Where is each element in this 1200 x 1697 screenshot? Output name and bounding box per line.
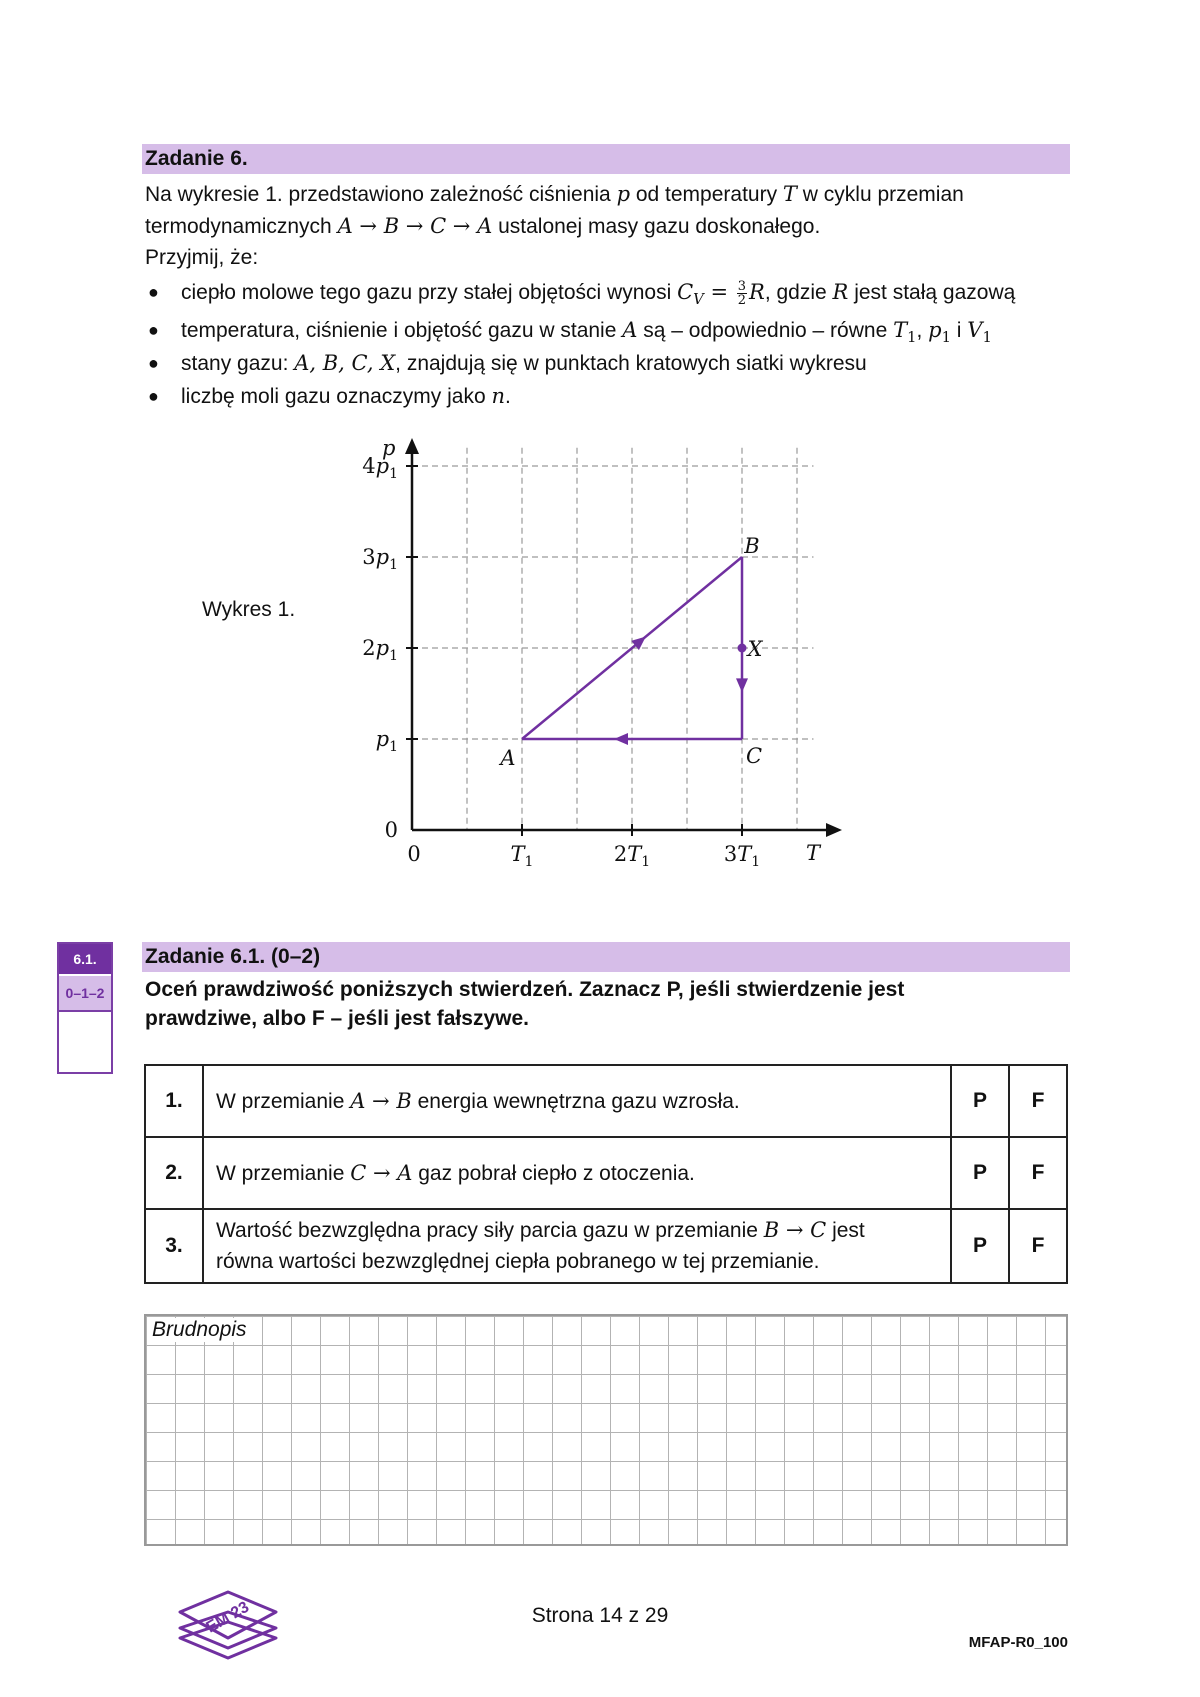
statement-text: W przemianie C → A gaz pobrał ciepło z otoczenia. bbox=[203, 1137, 951, 1209]
x-tick-label: $2T_1$ bbox=[613, 842, 651, 870]
bullet-3: stany gazu: A, B, C, X, znajdują się w punktach kratowych siatki wykresu bbox=[181, 351, 867, 375]
answer-p[interactable]: P bbox=[951, 1065, 1009, 1137]
x-tick-label: $3T_1$ bbox=[723, 842, 761, 870]
bullet-icon: ● bbox=[148, 386, 159, 406]
fraction: $\frac{3}{2}$ bbox=[737, 278, 747, 308]
task-header: Zadanie 6. bbox=[142, 144, 1070, 174]
point-label-X: X bbox=[747, 637, 763, 661]
true-false-table bbox=[144, 1064, 1068, 1284]
statement-number: 3. bbox=[145, 1209, 203, 1283]
draft-area[interactable] bbox=[144, 1314, 1068, 1546]
answer-f[interactable]: F bbox=[1009, 1065, 1067, 1137]
score-box bbox=[57, 942, 113, 1074]
instruction-line-2: prawdziwe, albo F – jeśli jest fałszywe. bbox=[145, 1007, 529, 1030]
page-number: Strona 14 z 29 bbox=[531, 1604, 669, 1627]
bullet-4: liczbę moli gazu oznaczymy jako n. bbox=[181, 384, 511, 408]
answer-f[interactable]: F bbox=[1009, 1137, 1067, 1209]
chart-label: Wykres 1. bbox=[202, 598, 296, 621]
direction-arrow-icon bbox=[614, 733, 628, 745]
y-axis-title: p bbox=[382, 436, 396, 460]
instruction-line-1: Oceń prawdziwość poniższych stwierdzeń. Zaznacz P, jeśli stwierdzenie jest bbox=[145, 978, 905, 1001]
bullet-2: temperatura, ciśnienie i objętość gazu w stanie A są – odpowiednio – równe $T_1$, $p_1$ i $V_1$ bbox=[181, 318, 992, 347]
assume-text: Przyjmij, że: bbox=[145, 246, 259, 269]
document-code: MFAP-R0_100 bbox=[968, 1634, 1068, 1651]
direction-arrow-icon bbox=[736, 678, 748, 692]
bullet-icon: ● bbox=[148, 320, 159, 340]
statement-text: W przemianie A → B energia wewnętrzna gazu wzrosła. bbox=[203, 1065, 951, 1137]
table-row bbox=[145, 1137, 1067, 1209]
answer-p[interactable]: P bbox=[951, 1209, 1009, 1283]
point-label-A: A bbox=[500, 746, 516, 770]
intro-line-1: Na wykresie 1. przedstawiono zależność ciśnienia p od temperatury T w cyklu przemian bbox=[145, 182, 964, 206]
bullet-icon: ● bbox=[148, 353, 159, 373]
y-tick-label: $3p_1$ bbox=[362, 545, 398, 573]
statement-number: 2. bbox=[145, 1137, 203, 1209]
table-row bbox=[145, 1209, 1067, 1283]
bullet-icon: ● bbox=[148, 282, 159, 302]
point-X-marker bbox=[738, 644, 747, 653]
table-row bbox=[145, 1065, 1067, 1137]
point-label-B: B bbox=[744, 534, 760, 558]
logo-text: EM 23 bbox=[203, 1598, 253, 1637]
subtask-header: Zadanie 6.1. (0–2) bbox=[142, 942, 1070, 972]
statement-text: Wartość bezwzględna pracy siły parcia gazu w przemianie B → C jest równa wartości bezwzględnej ciepła pobranego w tej przemianie. bbox=[203, 1209, 951, 1283]
draft-label: Brudnopis bbox=[152, 1318, 253, 1342]
bullet-1: ciepło molowe tego gazu przy stałej objętości wynosi $C_V$ = $\frac{3}{2}$ R, gdzie R jest stałą gazową bbox=[181, 278, 1016, 309]
statement-number: 1. bbox=[145, 1065, 203, 1137]
y-tick-label: $4p_1$ bbox=[362, 454, 398, 482]
score-task-number: 6.1. bbox=[59, 944, 111, 974]
y-tick-label: $p_1$ bbox=[375, 727, 398, 755]
y-axis-arrow-icon bbox=[405, 438, 419, 454]
y-tick-label: $2p_1$ bbox=[362, 636, 398, 664]
answer-p[interactable]: P bbox=[951, 1137, 1009, 1209]
x-tick-label: $T_1$ bbox=[510, 842, 534, 870]
pT-chart bbox=[330, 430, 850, 910]
answer-f[interactable]: F bbox=[1009, 1209, 1067, 1283]
x-tick-label: 0 bbox=[407, 842, 421, 866]
y-tick-label: 0 bbox=[384, 818, 398, 842]
point-label-C: C bbox=[745, 744, 763, 768]
intro-line-2: termodynamicznych A → B → C → A ustalonej masy gazu doskonałego. bbox=[145, 214, 821, 238]
score-points: 0–1–2 bbox=[59, 974, 111, 1012]
x-axis-title: T bbox=[805, 841, 821, 865]
x-axis-arrow-icon bbox=[826, 823, 842, 837]
